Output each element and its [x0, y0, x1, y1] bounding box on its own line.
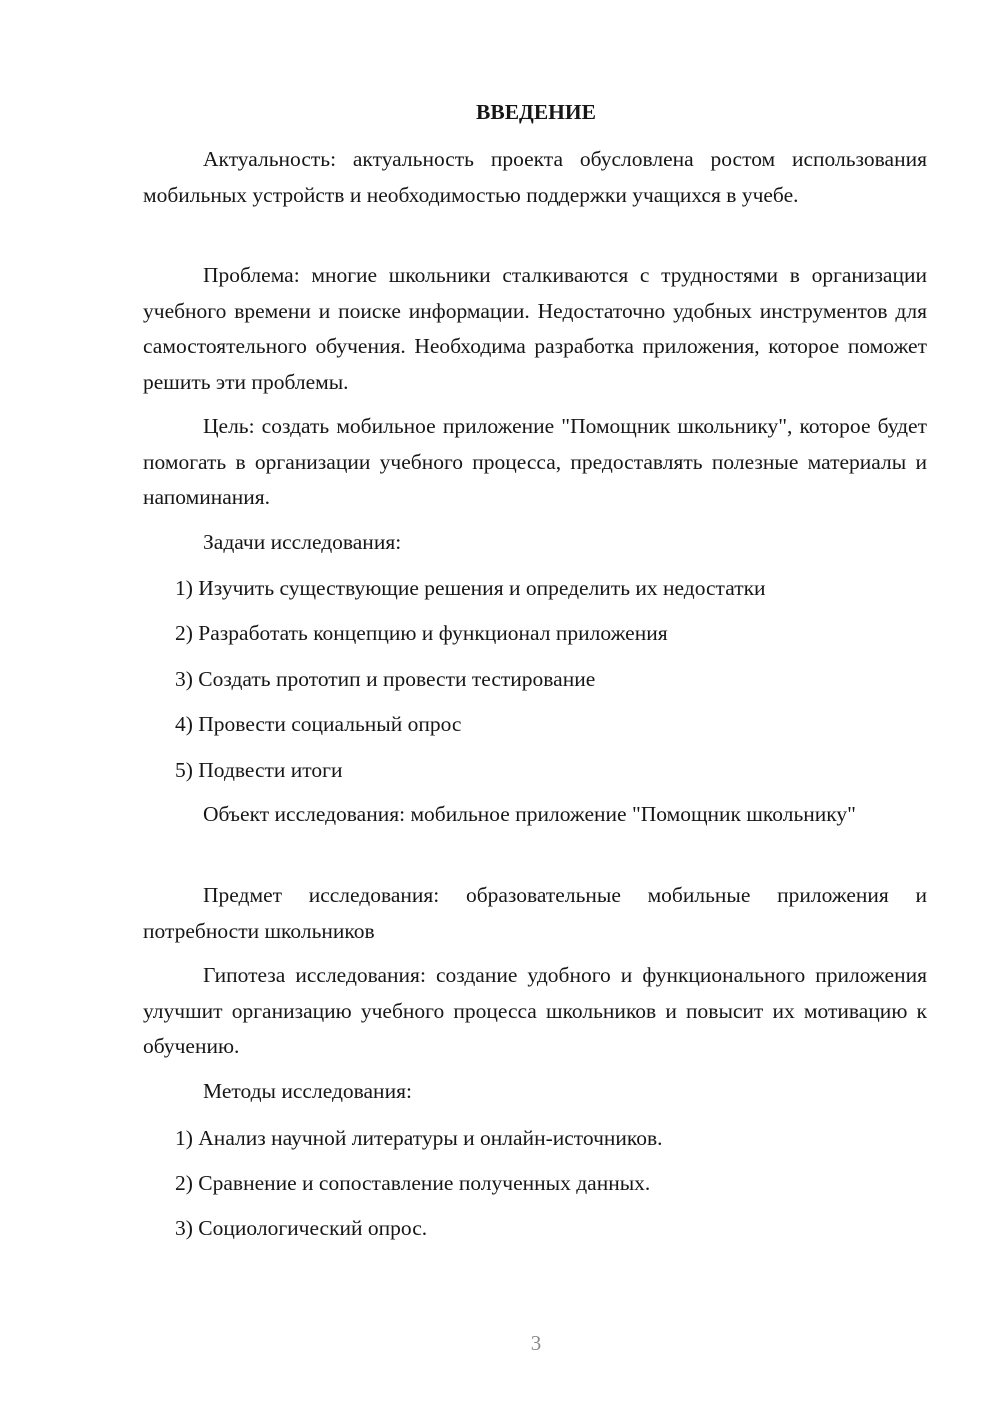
task-item-1: 1) Изучить существующие решения и определить их недостатки — [175, 576, 766, 600]
method-item-3: 3) Социологический опрос. — [175, 1216, 428, 1240]
paragraph-hypothesis: Гипотеза исследования: создание удобного и функционального приложения улучшит организацию учебного процесса школьников и повысит их мотивацию к обучению. — [143, 963, 927, 1058]
methods-heading: Методы исследования: — [203, 1079, 412, 1103]
method-item-2: 2) Сравнение и сопоставление полученных данных. — [175, 1171, 651, 1195]
page-number: 3 — [530, 1331, 542, 1355]
page-title: ВВЕДЕНИЕ — [476, 100, 596, 124]
paragraph-goal: Цель: создать мобильное приложение "Помощник школьнику", которое будет помогать в организации учебного процесса, предоставлять полезные материалы и напоминания. — [143, 414, 927, 509]
task-item-4: 4) Провести социальный опрос — [175, 712, 462, 736]
task-item-3: 3) Создать прототип и провести тестирование — [175, 667, 596, 691]
method-item-1: 1) Анализ научной литературы и онлайн-источников. — [175, 1126, 663, 1150]
tasks-heading: Задачи исследования: — [203, 530, 402, 554]
paragraph-relevance: Актуальность: актуальность проекта обусловлена ростом использования мобильных устройств и необходимостью поддержки учащихся в учебе. — [143, 147, 927, 207]
paragraph-object: Объект исследования: мобильное приложение "Помощник школьнику" — [203, 802, 856, 826]
task-item-5: 5) Подвести итоги — [175, 758, 343, 782]
paragraph-subject: Предмет исследования: образовательные мобильные приложения и потребности школьников — [143, 883, 927, 943]
task-item-2: 2) Разработать концепцию и функционал приложения — [175, 621, 668, 645]
paragraph-problem: Проблема: многие школьники сталкиваются с трудностями в организации учебного времени и поиске информации. Недостаточно удобных инструментов для самостоятельного обучения. Необходима разработка приложения, которое поможет решить эти проблемы. — [143, 263, 927, 394]
